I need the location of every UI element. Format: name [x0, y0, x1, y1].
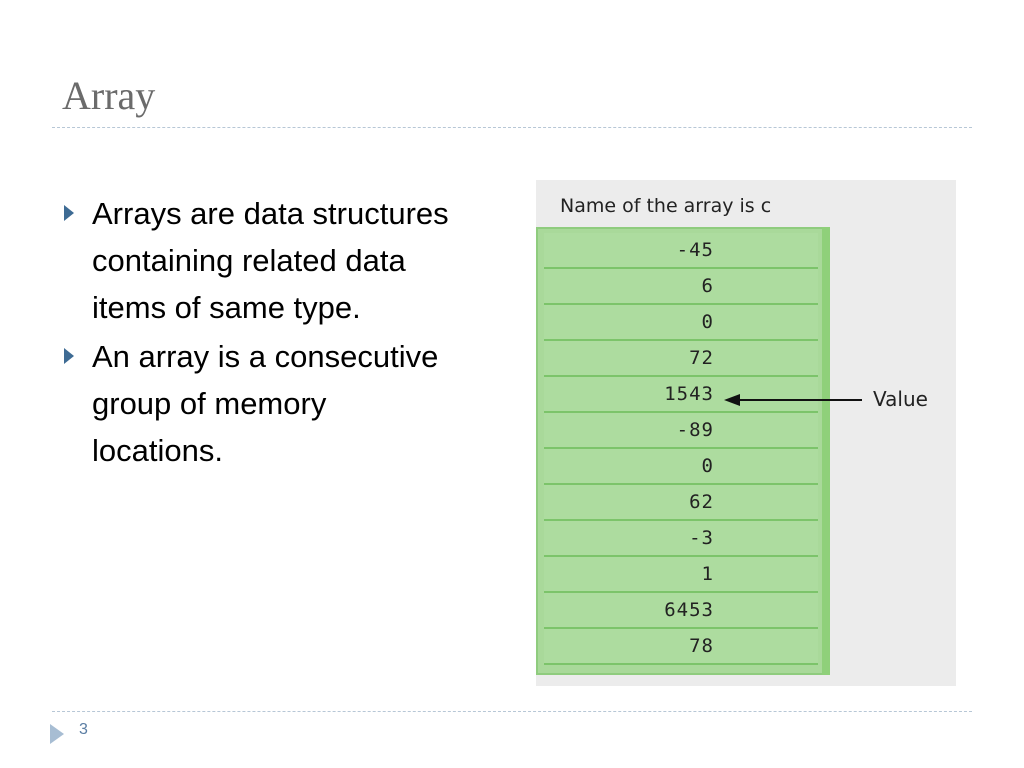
array-cell-value: 0	[701, 311, 714, 333]
page-number: 3	[79, 721, 88, 738]
array-cell-value: 62	[689, 491, 714, 513]
slide-title: Array	[62, 73, 156, 118]
array-cell-value: 78	[689, 635, 714, 657]
array-diagram	[536, 180, 956, 686]
array-cell	[544, 521, 818, 557]
array-cell	[544, 629, 818, 665]
array-cell	[544, 413, 818, 449]
array-cell	[544, 269, 818, 305]
array-cell-value: -3	[689, 527, 714, 549]
array-cell	[544, 341, 818, 377]
array-cell-value: 6	[701, 275, 714, 297]
array-cell-value: 1543	[664, 383, 714, 405]
array-cell-value: -45	[676, 239, 714, 261]
page-marker-icon	[50, 724, 64, 744]
array-cell	[544, 305, 818, 341]
value-label: Value	[873, 387, 928, 411]
array-cell	[544, 593, 818, 629]
bullet-item	[62, 333, 462, 474]
bullet-text: An array is a consecutive group of memory locations.	[92, 339, 439, 468]
array-cells	[536, 227, 830, 675]
array-cell	[544, 557, 818, 593]
array-cell-value: 0	[701, 455, 714, 477]
array-cell-value: -89	[676, 419, 714, 441]
array-edge	[822, 227, 830, 675]
bullet-text: Arrays are data structures containing related data items of same type.	[92, 196, 449, 325]
footer-divider	[52, 711, 972, 712]
array-cell-value: 6453	[664, 599, 714, 621]
array-cell	[544, 377, 818, 413]
bullet-arrow-icon	[64, 205, 74, 221]
array-cell-value: 72	[689, 347, 714, 369]
title-divider	[52, 127, 972, 128]
array-cell-value: 1	[701, 563, 714, 585]
array-cell	[544, 485, 818, 521]
value-pointer-line	[736, 399, 862, 401]
array-cell	[544, 233, 818, 269]
bullet-arrow-icon	[64, 348, 74, 364]
bullet-list	[62, 190, 462, 476]
array-caption: Name of the array is c	[560, 195, 772, 217]
array-cell	[544, 449, 818, 485]
bullet-item	[62, 190, 462, 331]
